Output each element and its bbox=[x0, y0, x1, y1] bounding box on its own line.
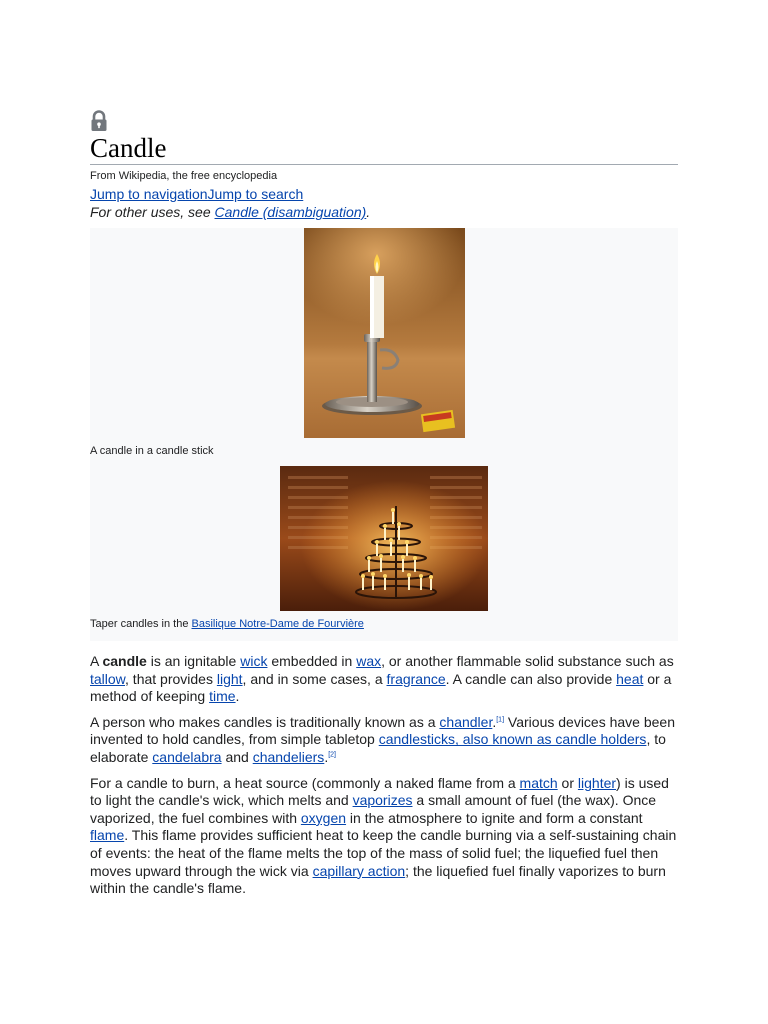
disambiguation-link[interactable]: Candle (disambiguation) bbox=[214, 204, 367, 220]
link-capillary-action[interactable]: capillary action bbox=[312, 862, 406, 879]
link-match[interactable]: match bbox=[519, 774, 558, 791]
link-flame[interactable]: flame bbox=[90, 827, 125, 844]
figure-taper-candles bbox=[90, 466, 678, 639]
link-fragrance[interactable]: fragrance bbox=[386, 670, 446, 687]
jump-links bbox=[90, 185, 678, 203]
reference-1[interactable]: [1] bbox=[496, 716, 505, 724]
caption-taper-candles: Taper candles in the Basilique Notre-Dame de Fourvière bbox=[90, 618, 364, 630]
link-chandeliers[interactable]: chandeliers bbox=[252, 748, 325, 765]
basilique-link[interactable]: Basilique Notre-Dame de Fourvière bbox=[191, 618, 364, 630]
link-vaporizes[interactable]: vaporizes bbox=[352, 792, 413, 809]
paragraph-1: A candle is an ignitable wick embedded in wax, or another flammable solid substance such as tallow, that provides light, and in some cases, a fragrance. A candle can also provide heat or a method of keeping time. bbox=[90, 653, 674, 705]
jump-to-search-link[interactable]: Jump to search bbox=[207, 186, 304, 202]
figure-candle-stick bbox=[90, 228, 678, 466]
link-wick[interactable]: wick bbox=[240, 653, 268, 669]
link-time[interactable]: time bbox=[209, 688, 236, 705]
lock-icon[interactable] bbox=[90, 110, 108, 132]
hatnote: For other uses, see Candle (disambiguation). bbox=[90, 204, 371, 220]
link-candelabra[interactable]: candelabra bbox=[152, 748, 222, 765]
candle-stick-image[interactable] bbox=[304, 228, 465, 438]
paragraph-3: For a candle to burn, a heat source (commonly a naked flame from a match or lighter) is used to light the candle's wick, which melts and vaporizes a small amount of fuel (the wax). Once vaporized, the fuel combines with oxygen in the atmosphere to ignite and form a constant flame. This flame provides sufficient heat to keep the candle burning via a self-sustaining chain of events: the heat of the flame melts the top of the mass of solid fuel; the liquefied fuel then moves upward through the wick via capillary action; the liquefied fuel finally vaporizes to burn within the candle's flame. bbox=[90, 774, 677, 897]
reference-2[interactable]: [2] bbox=[328, 751, 336, 759]
jump-to-navigation-link[interactable]: Jump to navigation bbox=[90, 186, 208, 202]
link-wax[interactable]: wax bbox=[356, 653, 382, 669]
article bbox=[90, 110, 678, 906]
site-tagline: From Wikipedia, the free encyclopedia bbox=[90, 170, 278, 182]
link-oxygen[interactable]: oxygen bbox=[300, 809, 347, 826]
image-gallery bbox=[90, 228, 678, 641]
link-lighter[interactable]: lighter bbox=[577, 774, 617, 791]
link-tallow[interactable]: tallow bbox=[90, 670, 126, 687]
link-candlesticks[interactable]: candlesticks, also known as candle holders bbox=[378, 731, 647, 748]
link-heat[interactable]: heat bbox=[616, 670, 644, 687]
page-title: Candle bbox=[90, 132, 678, 165]
caption-candle-stick: A candle in a candle stick bbox=[90, 445, 214, 457]
paragraph-2: A person who makes candles is traditionally known as a chandler.[1] Various devices have been invented to hold candles, from simple tabletop candlesticks, also known as candle holders, to elaborate candelabra and chandeliers.[2] bbox=[90, 713, 675, 765]
bold-term-candle: candle bbox=[102, 653, 147, 669]
taper-candles-image[interactable] bbox=[280, 466, 488, 611]
link-light[interactable]: light bbox=[216, 670, 243, 687]
link-chandler[interactable]: chandler bbox=[439, 713, 493, 730]
